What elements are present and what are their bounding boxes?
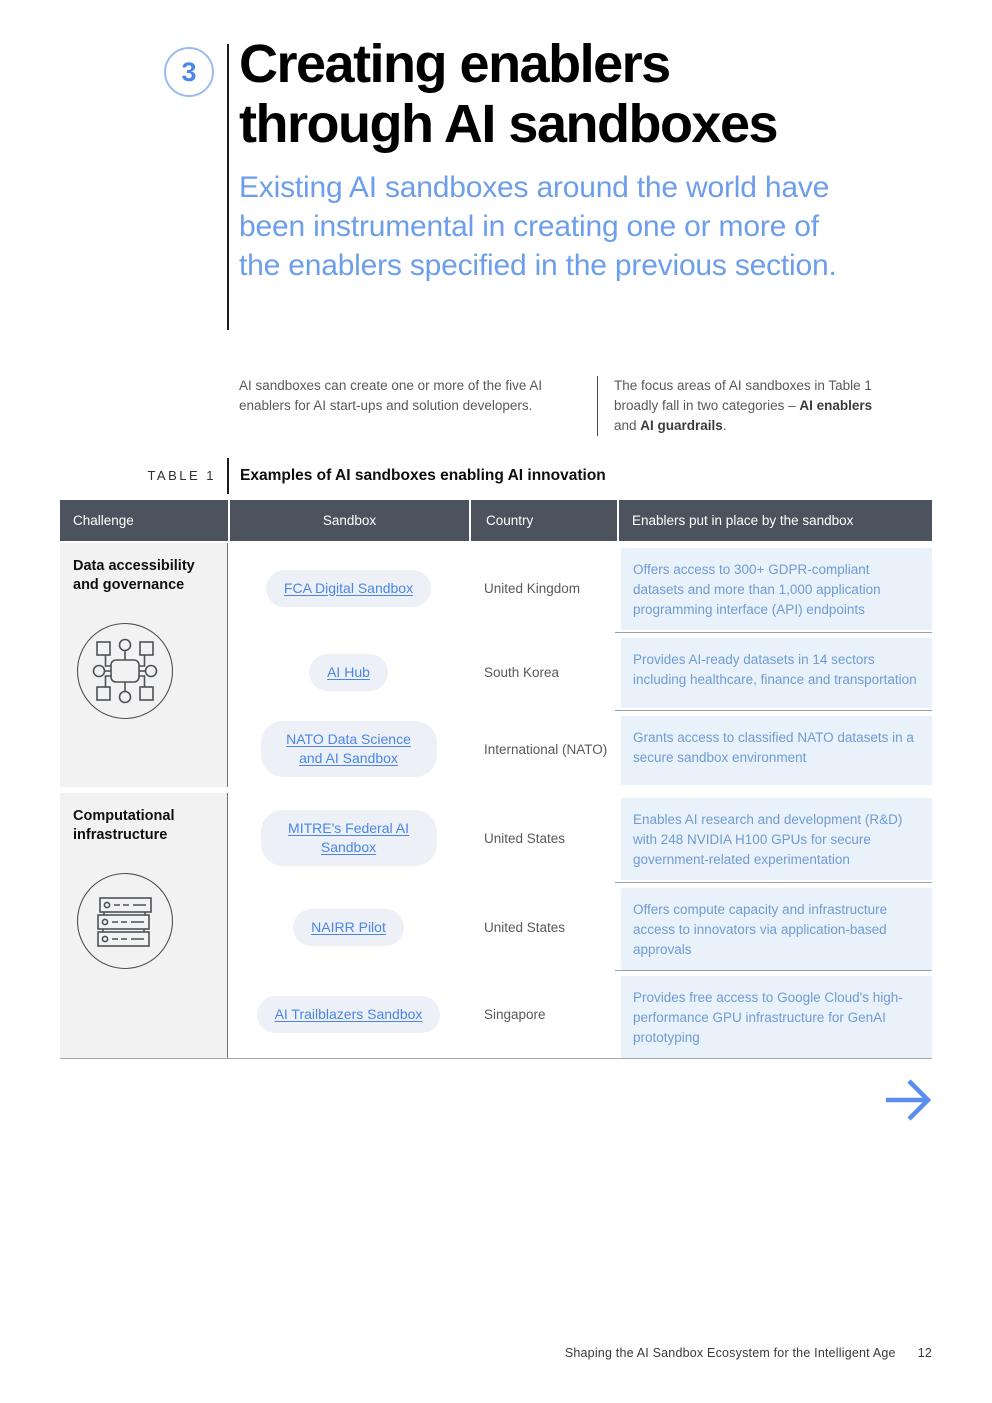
- page-footer: [565, 1346, 932, 1360]
- page-title: [239, 34, 939, 154]
- header-enablers: Enablers put in place by the sandbox: [619, 500, 932, 541]
- sandbox-pill: [266, 570, 431, 607]
- page-title-line2: through AI sandboxes: [239, 94, 778, 154]
- challenge-cell: [60, 543, 228, 787]
- sandbox-cell: [228, 971, 469, 1058]
- sandbox-link-ai-hub[interactable]: AI Hub: [327, 663, 370, 680]
- sandbox-pill: [309, 654, 388, 691]
- challenge-group-computational-infrastructure: [60, 793, 932, 1058]
- enabler-slot: [615, 543, 932, 633]
- country-cell: International (NATO): [484, 741, 608, 757]
- title-divider-rule: [227, 44, 229, 330]
- sandbox-pill: [261, 721, 437, 777]
- enabler-cell: Provides free access to Google Cloud's high-performance GPU infrastructure for GenAI prototyping: [621, 976, 932, 1058]
- enabler-cell: Enables AI research and development (R&D) with 248 NVIDIA H100 GPUs for secure government-related experimentation: [621, 798, 932, 880]
- challenge-group-data-accessibility: [60, 543, 932, 787]
- sandbox-pill: [261, 810, 437, 866]
- arrow-right-icon[interactable]: [884, 1077, 936, 1123]
- section-number-badge: [164, 47, 214, 97]
- table-caption-row: [0, 466, 992, 496]
- enabler-slot: [615, 793, 932, 883]
- sandbox-link-nairr[interactable]: NAIRR Pilot: [311, 918, 386, 935]
- header-challenge: Challenge: [60, 500, 228, 541]
- enabler-slot: [615, 633, 932, 711]
- sandbox-cell: [228, 793, 469, 883]
- intro-right-bold-enablers: AI enablers: [799, 398, 873, 413]
- intro-right-bold-guardrails: AI guardrails: [640, 418, 723, 433]
- challenge-name: Data accessibility and governance: [73, 558, 195, 593]
- enabler-cell: Offers access to 300+ GDPR-compliant datasets and more than 1,000 application programming interface (API) endpoints: [621, 548, 932, 630]
- intro-left-paragraph: AI sandboxes can create one or more of the five AI enablers for AI start-ups and solution developers.: [239, 378, 543, 413]
- table-label: TABLE 1: [147, 468, 216, 483]
- sandbox-examples-table: [60, 500, 932, 1059]
- table-label-rule: [227, 458, 229, 494]
- sandbox-link-mitre[interactable]: MITRE's Federal AI Sandbox: [288, 820, 409, 855]
- enabler-slot: [615, 711, 932, 787]
- enabler-cell: Grants access to classified NATO datasets in a secure sandbox environment: [621, 716, 932, 785]
- sandbox-cell: [228, 883, 469, 971]
- enabler-slot: [615, 883, 932, 971]
- sandbox-cell: [228, 543, 469, 633]
- intro-right-paragraph: [597, 376, 897, 436]
- challenge-cell: [60, 793, 228, 1058]
- country-cell: United States: [484, 830, 566, 846]
- sandbox-pill: [257, 996, 441, 1033]
- table-body: [60, 543, 932, 1058]
- intro-right-mid: and: [614, 418, 641, 433]
- intro-right-text: The focus areas of AI sandboxes in Table 1 broadly fall in two categories –: [614, 378, 872, 413]
- sandbox-link-fca[interactable]: FCA Digital Sandbox: [283, 579, 414, 596]
- section-number: 3: [181, 56, 197, 87]
- sandbox-pill: [293, 909, 404, 946]
- enabler-cell: Offers compute capacity and infrastructure access to innovators via application-based approvals: [621, 888, 932, 970]
- server-icon: [75, 871, 175, 971]
- enabler-slot: [615, 971, 932, 1058]
- country-cell: United Kingdom: [484, 580, 581, 596]
- page-title-line1: Creating enablers: [239, 34, 670, 94]
- sandbox-cell: [228, 633, 469, 711]
- footer-text: Shaping the AI Sandbox Ecosystem for the Intelligent Age: [564, 1346, 896, 1360]
- sandbox-link-nato[interactable]: NATO Data Science and AI Sandbox: [286, 731, 411, 766]
- country-cell: United States: [484, 919, 566, 935]
- header-country: Country: [471, 500, 617, 541]
- table-title: Examples of AI sandboxes enabling AI innovation: [240, 467, 606, 484]
- page-subtitle: Existing AI sandboxes around the world have been instrumental in creating one or more of the enablers specified in the previous section.: [239, 171, 837, 282]
- country-cell: Singapore: [484, 1007, 546, 1022]
- title-block: [239, 34, 939, 285]
- enabler-cell: Provides AI-ready datasets in 14 sectors including healthcare, finance and transportation: [621, 638, 932, 708]
- country-cell: South Korea: [484, 664, 560, 680]
- intro-right-suffix: .: [722, 418, 727, 433]
- header-sandbox: Sandbox: [230, 500, 469, 541]
- challenge-name: Computational infrastructure: [73, 808, 175, 843]
- sandbox-link-trailblazers[interactable]: AI Trailblazers Sandbox: [274, 1006, 423, 1022]
- sandbox-cell: [228, 711, 469, 787]
- page-number: 12: [917, 1346, 932, 1360]
- intro-section: [239, 376, 941, 436]
- table-header-row: [60, 500, 932, 541]
- network-icon: [75, 621, 175, 721]
